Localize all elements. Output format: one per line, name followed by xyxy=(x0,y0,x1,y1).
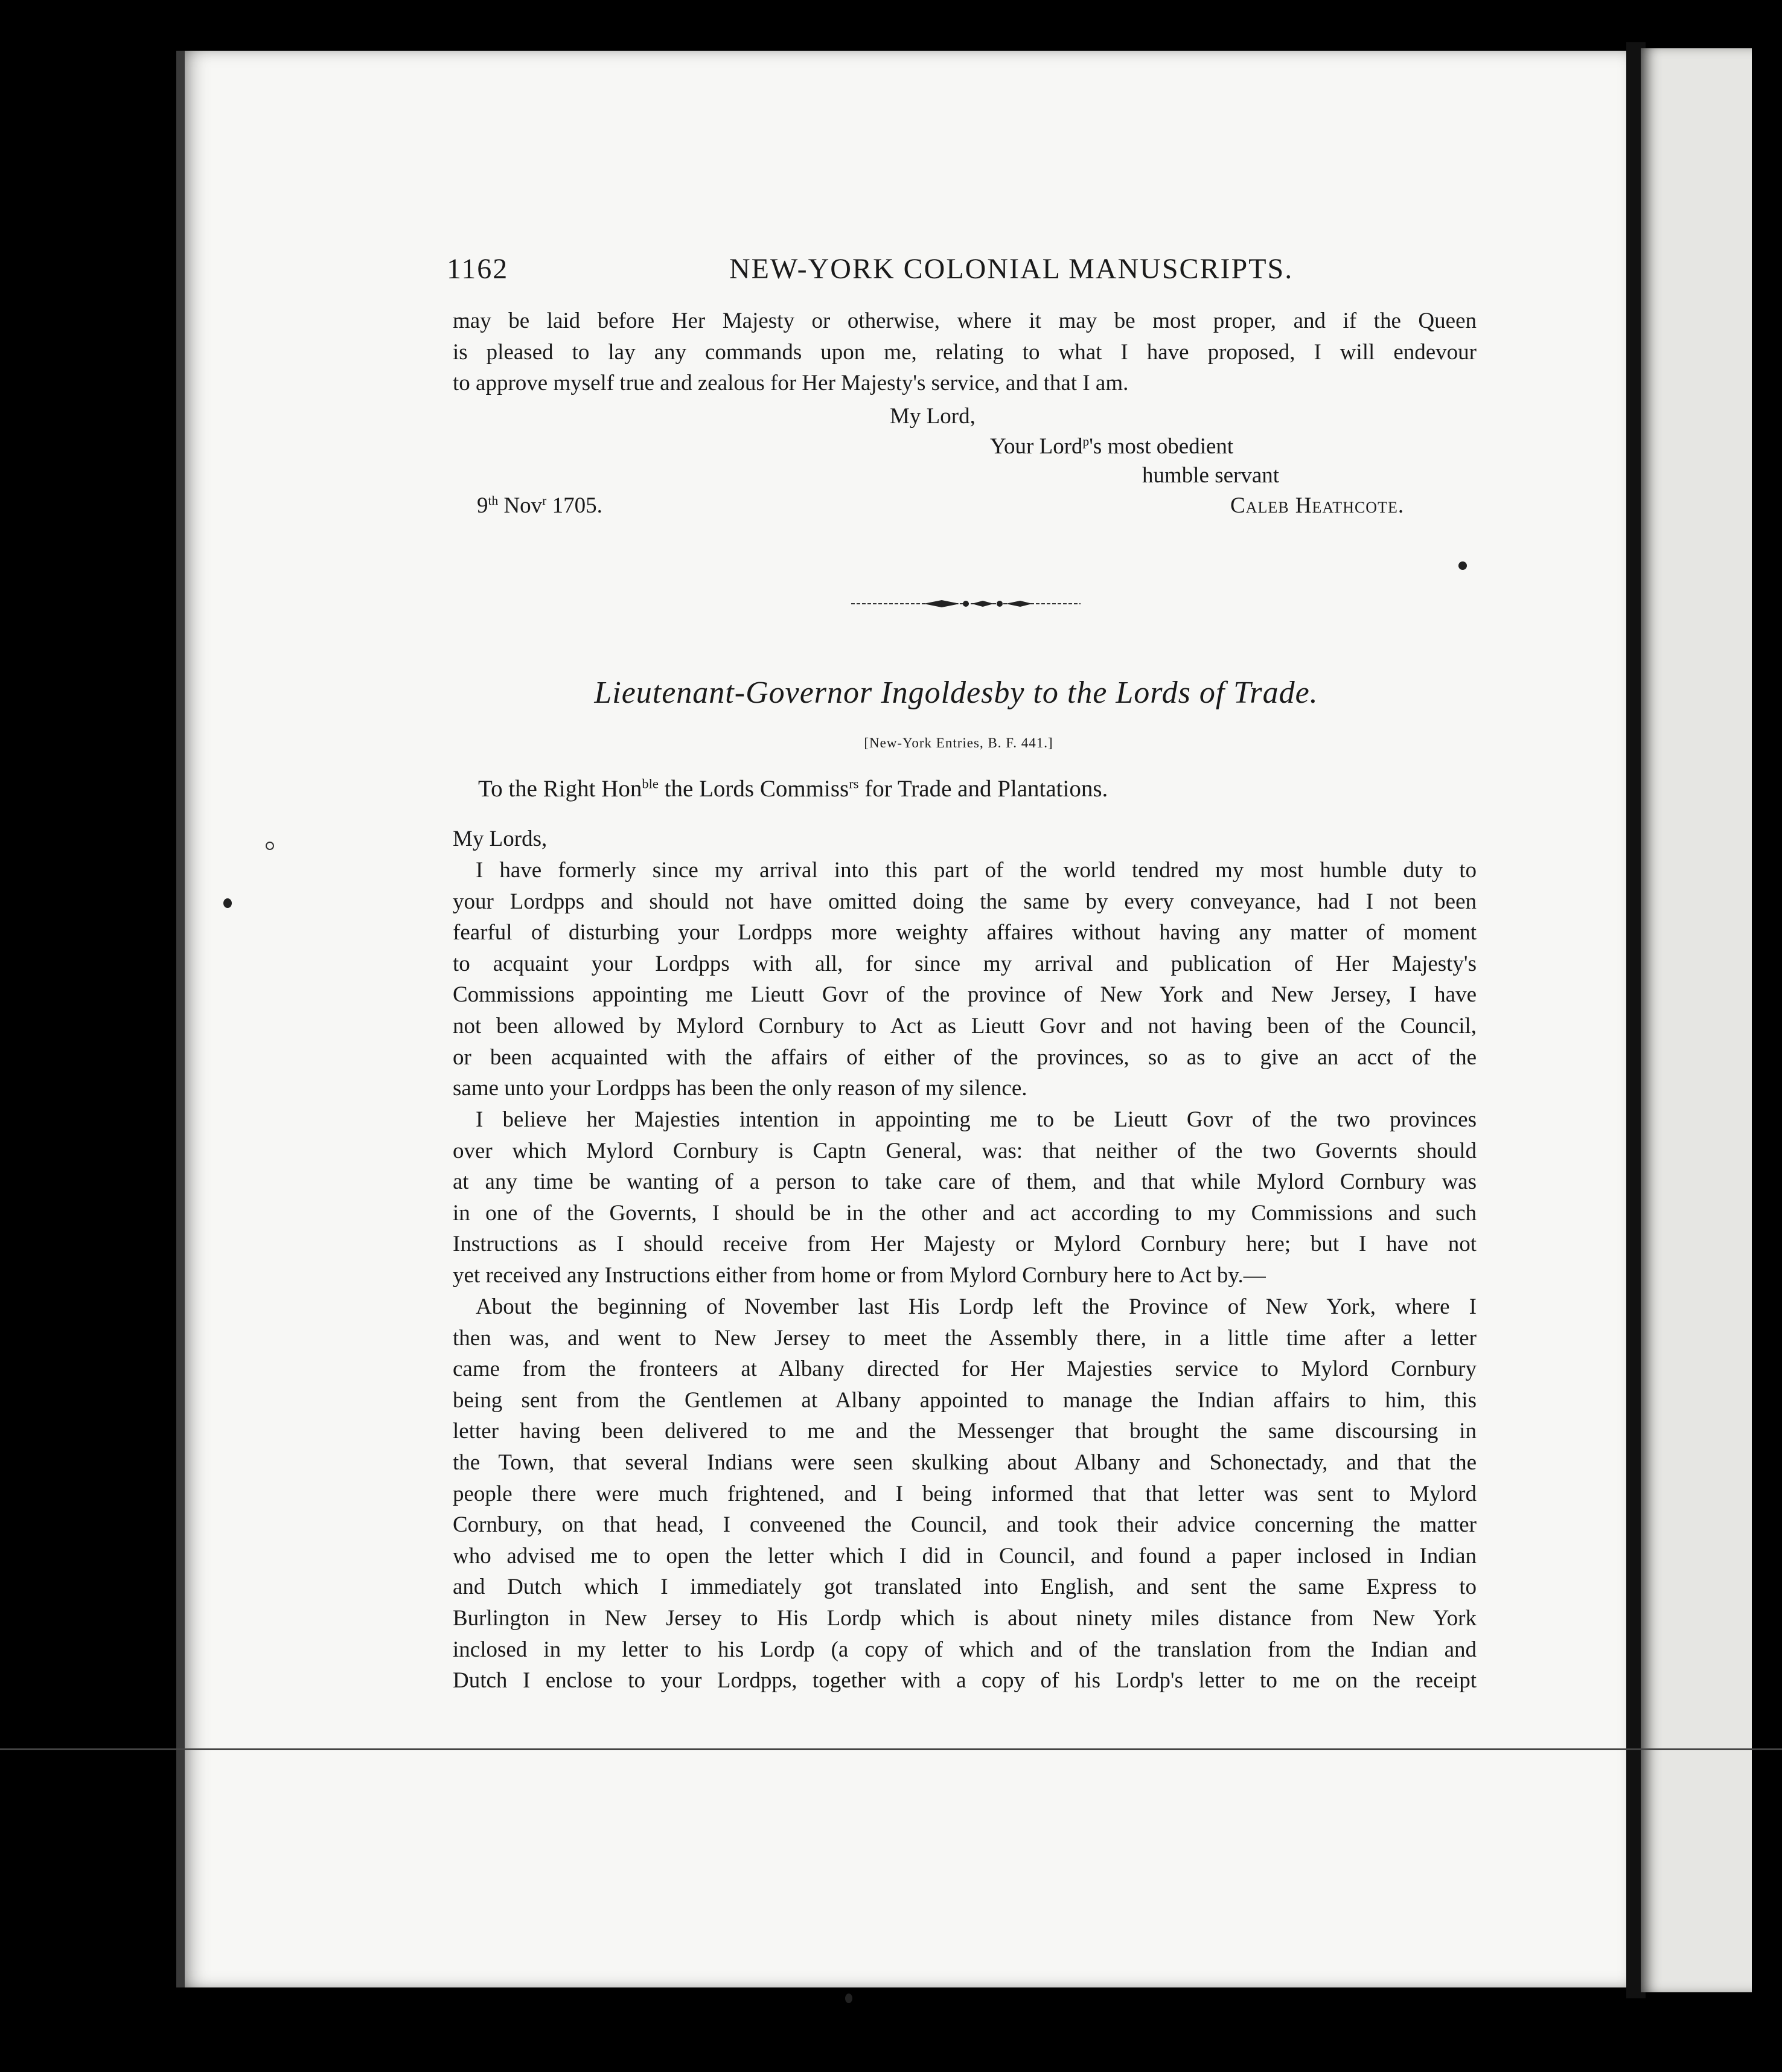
letter-salutation: My Lords, xyxy=(453,827,548,851)
text-line: About the beginning of November last His Lordp left the Province of New York, where I xyxy=(476,1294,1477,1319)
text-line: your Lordpps and should not have omitted doing the same by every conveyance, had I not been xyxy=(453,889,1477,914)
running-title: NEW-YORK COLONIAL MANUSCRIPTS. xyxy=(729,253,1294,285)
text-line: I believe her Majesties intention in appointing me to be Lieutt Govr of the two provinces xyxy=(476,1107,1477,1132)
page-shadow-edge xyxy=(176,51,185,1987)
text-line: in one of the Governts, I should be in the other and act according to my Commissions and such xyxy=(453,1200,1477,1226)
text-line: came from the fronteers at Albany directed for Her Majesties service to Mylord Cornbury xyxy=(453,1357,1477,1382)
closing-salutation: My Lord, xyxy=(890,404,976,429)
text-line: Cornbury, on that head, I conveened the Council, and took their advice concerning the matter xyxy=(453,1512,1477,1538)
text-line: not been allowed by Mylord Cornbury to Act as Lieutt Govr and not having been of the Council, xyxy=(453,1013,1477,1038)
text-line: I have formerly since my arrival into this part of the world tendred my most humble duty to xyxy=(476,858,1477,883)
letter-date: 9th Nov$^r$ 1705. xyxy=(477,493,602,518)
facing-page-edge xyxy=(1641,48,1752,1992)
text-line: then was, and went to New Jersey to meet the Assembly there, in a little time after a letter xyxy=(453,1325,1477,1351)
text-line: Instructions as I should receive from Her Majesty or Mylord Cornbury here; but I have not xyxy=(453,1232,1477,1257)
text-line: to acquaint your Lordpps with all, for since my arrival and publication of Her Majesty's xyxy=(453,951,1477,976)
text-line: Burlington in New Jersey to His Lordp which is about ninety miles distance from New York xyxy=(453,1605,1477,1631)
paragraph-3 xyxy=(453,1291,1477,1696)
closing-line: Your Lord$^p$'s most obedient xyxy=(990,434,1234,459)
text-line: the Town, that several Indians were seen skulking about Albany and Schonectady, and that the xyxy=(453,1450,1477,1475)
scan-speck xyxy=(223,898,232,908)
text-line: yet received any Instructions either from home or from Mylord Cornbury here to Act by.— xyxy=(453,1262,1266,1288)
closing-line: humble servant xyxy=(1142,463,1280,488)
previous-letter-ending xyxy=(453,305,1477,399)
text-line: Commissions appointing me Lieutt Govr of the province of New York and New Jersey, I have xyxy=(453,982,1477,1008)
scan-speck xyxy=(845,1994,852,2003)
page-number: 1162 xyxy=(447,253,509,285)
text-line: is pleased to lay any commands upon me, relating to what I have proposed, I will endevour xyxy=(453,339,1477,365)
text-line: people there were much frightened, and I being informed that that letter was sent to Mylord xyxy=(453,1481,1477,1506)
section-divider-ornament xyxy=(851,598,1081,610)
scan-speck xyxy=(266,842,274,850)
text-line: to approve myself true and zealous for Her Majesty's service, and that I am. xyxy=(453,371,1129,396)
letter-title: Lieutenant-Governor Ingoldesby to the Lords of Trade. xyxy=(594,676,1318,710)
paragraph-2 xyxy=(453,1104,1477,1291)
text-line: same unto your Lordpps has been the only reason of my silence. xyxy=(453,1076,1027,1101)
text-line: may be laid before Her Majesty or otherwise, where it may be most proper, and if the Queen xyxy=(453,309,1477,333)
text-line: being sent from the Gentlemen at Albany appointed to manage the Indian affairs to him, this xyxy=(453,1387,1477,1413)
text-line: inclosed in my letter to his Lordp (a copy of which and of the translation from the Indian and xyxy=(453,1637,1477,1662)
text-line: or been acquainted with the affairs of either of the provinces, so as to give an acct of the xyxy=(453,1044,1477,1070)
scan-speck xyxy=(1458,561,1467,570)
text-line: fearful of disturbing your Lordpps more weighty affaires without having any matter of moment xyxy=(453,920,1477,945)
letter-address: To the Right Hon$^{ble}$ the Lords Commiss$^{rs}$ for Trade and Plantations. xyxy=(478,776,1108,802)
text-line: and Dutch which I immediately got translated into English, and sent the same Express to xyxy=(453,1575,1477,1600)
paragraph-1 xyxy=(453,855,1477,1104)
text-line: letter having been delivered to me and the Messenger that brought the same discoursing in xyxy=(453,1419,1477,1444)
signature: Caleb Heathcote. xyxy=(1230,493,1405,518)
source-citation: [New-York Entries, B. F. 441.] xyxy=(864,735,1053,750)
scan-rule xyxy=(0,1748,1782,1750)
text-line: over which Mylord Cornbury is Captn General, was: that neither of the two Governts should xyxy=(453,1138,1477,1163)
text-line: Dutch I enclose to your Lordpps, together with a copy of his Lordp's letter to me on the receipt xyxy=(453,1668,1477,1693)
text-line: at any time be wanting of a person to take care of them, and that while Mylord Cornbury was xyxy=(453,1169,1477,1195)
text-line: who advised me to open the letter which I did in Council, and found a paper inclosed in Indian xyxy=(453,1543,1477,1568)
